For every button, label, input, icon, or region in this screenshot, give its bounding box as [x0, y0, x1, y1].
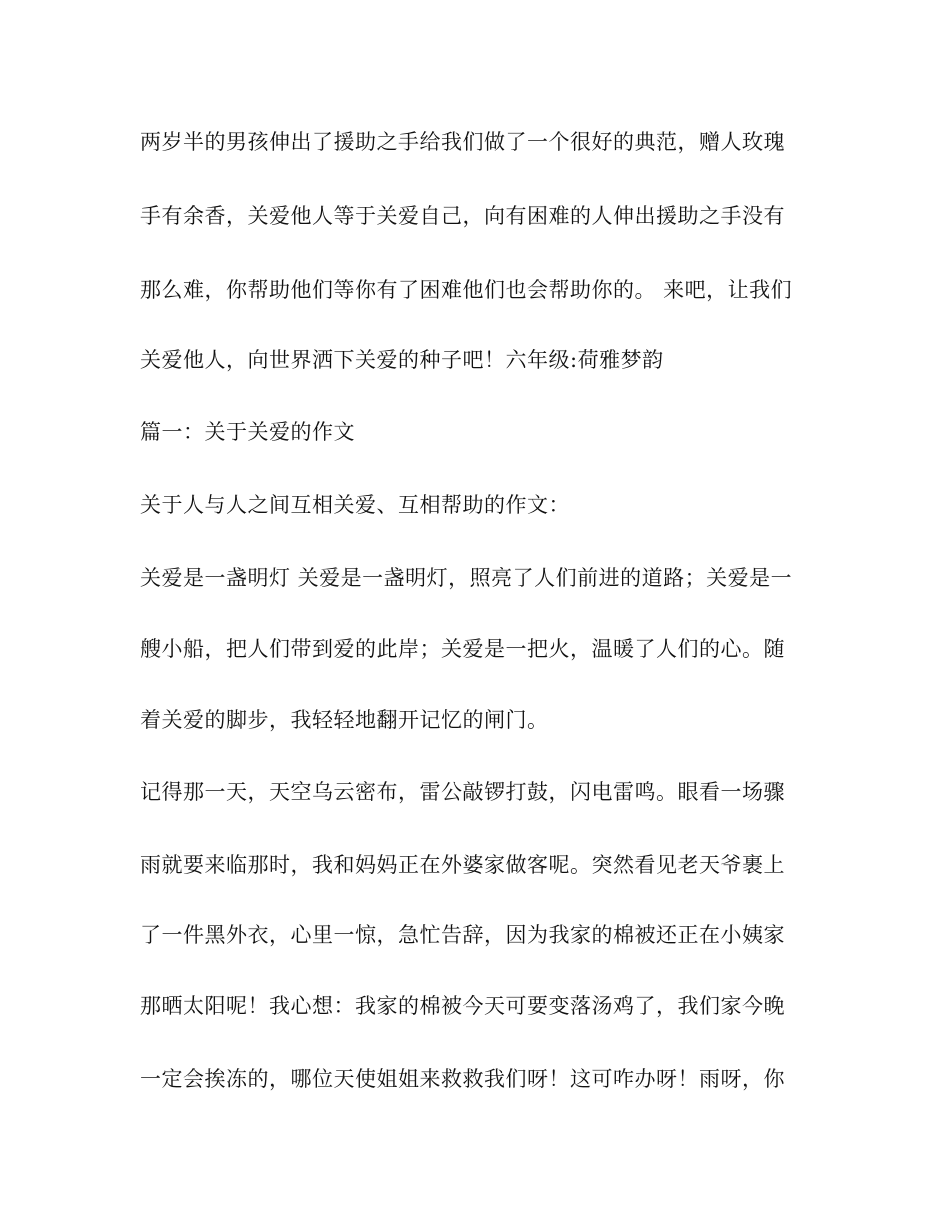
section-heading: 篇一：关于关爱的作文 [140, 420, 355, 444]
text-line: 关爱他人，向世界洒下关爱的种子吧！六年级:荷雅梦韵 [140, 348, 664, 372]
text-line: 着关爱的脚步，我轻轻地翻开记忆的闸门。 [140, 708, 549, 732]
text-line: 两岁半的男孩伸出了援助之手给我们做了一个很好的典范，赠人玫瑰 [140, 130, 785, 154]
text-line: 记得那一天，天空乌云密布，雷公敲锣打鼓，闪电雷鸣。眼看一场骤 [140, 780, 785, 804]
text-line: 一定会挨冻的，哪位天使姐姐来救救我们呀！这可咋办呀！雨呀，你 [140, 1067, 785, 1091]
text-line: 关爱是一盏明灯 关爱是一盏明灯，照亮了人们前进的道路；关爱是一 [140, 566, 793, 590]
text-line: 了一件黑外衣，心里一惊，急忙告辞，因为我家的棉被还正在小姨家 [140, 923, 785, 947]
text-line: 雨就要来临那时，我和妈妈正在外婆家做客呢。突然看见老天爷裹上 [140, 853, 785, 877]
text-line: 那晒太阳呢！我心想：我家的棉被今天可要变落汤鸡了，我们家今晚 [140, 994, 785, 1018]
text-line: 关于人与人之间互相关爱、互相帮助的作文： [140, 493, 570, 517]
text-line: 手有余香，关爱他人等于关爱自己，向有困难的人伸出援助之手没有 [140, 204, 785, 228]
text-line: 艘小船，把人们带到爱的此岸；关爱是一把火，温暖了人们的心。随 [140, 637, 785, 661]
text-line: 那么难，你帮助他们等你有了困难他们也会帮助你的。 来吧，让我们 [140, 278, 793, 302]
